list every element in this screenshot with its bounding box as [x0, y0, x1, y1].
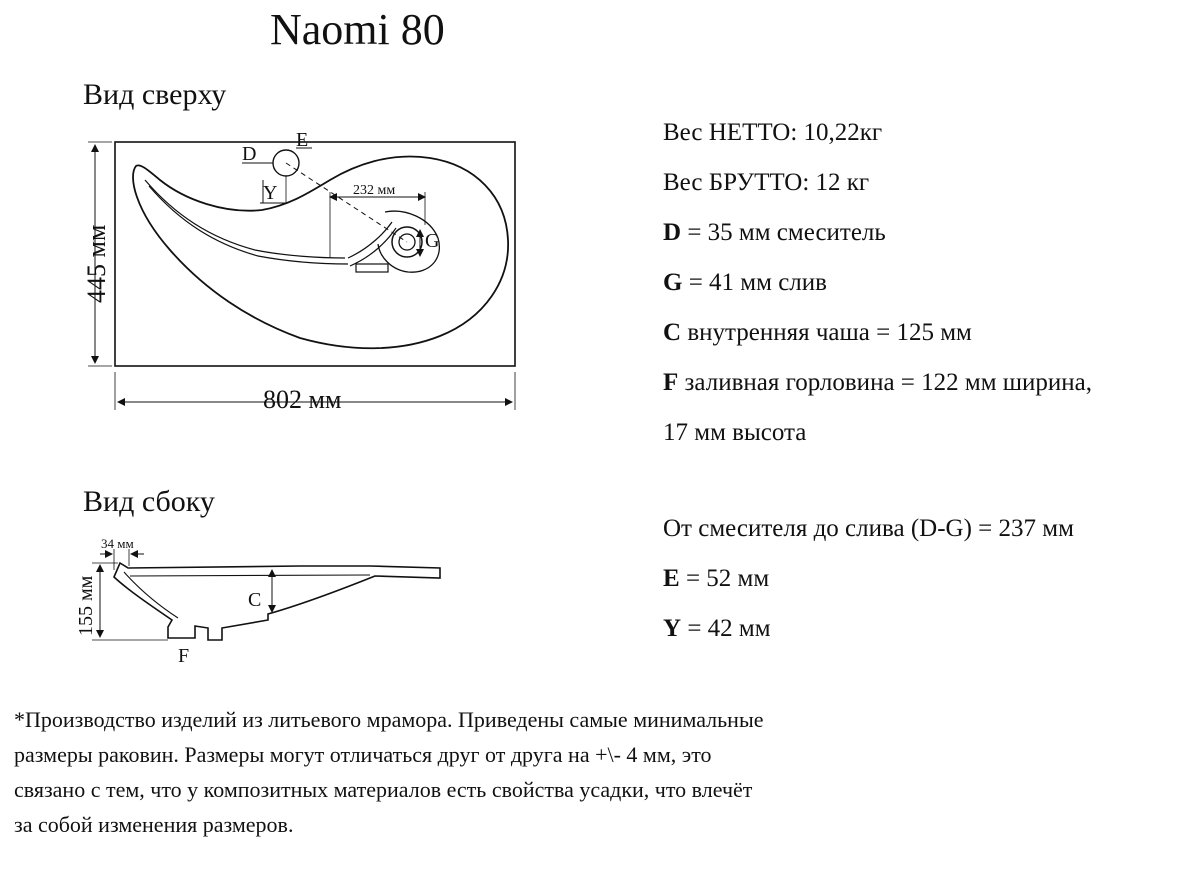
sink-profile — [114, 563, 440, 640]
width-label: 802 мм — [263, 385, 342, 414]
spec-c: C внутренняя чаша = 125 мм — [663, 319, 972, 346]
label-g: G — [425, 230, 440, 252]
label-f: F — [178, 645, 190, 667]
spec-f: F заливная горловина = 122 мм ширина, — [663, 369, 1093, 396]
spec-e: E = 52 мм — [663, 565, 770, 592]
overflow-slot — [356, 264, 388, 272]
rim-label: 34 мм — [101, 536, 134, 551]
label-c: C — [248, 589, 262, 611]
production-note: *Производство изделий из литьевого мрамора. Приведены самые минимальные размеры раковин. Размеры могут отличаться друг от друга на +\- 4 мм, это связано с тем, что у композитных материалов есть свойства усадки, что влечёт за собой изменения размеров. — [14, 707, 764, 837]
spec-d: D = 35 мм смеситель — [663, 219, 886, 246]
spec-net-weight: Вес НЕТТО: 10,22кг — [663, 119, 883, 146]
top-view-drawing — [88, 142, 515, 410]
spec-y: Y = 42 мм — [663, 615, 771, 642]
page-title: Naomi 80 — [270, 5, 445, 54]
label-d: D — [242, 143, 257, 165]
side-view-heading: Вид сбоку — [83, 485, 215, 518]
spec-f-height: 17 мм высота — [663, 419, 807, 446]
spec-d-g: От смесителя до слива (D-G) = 237 мм — [663, 515, 1074, 542]
label-y: Y — [263, 182, 278, 204]
depth-label: 445 мм — [82, 224, 111, 303]
label-e: E — [296, 129, 309, 151]
side-view-drawing — [92, 549, 440, 640]
sink-outline — [115, 142, 515, 366]
inner-dimension-label: 232 мм — [353, 183, 396, 198]
spec-g: G = 41 мм слив — [663, 269, 827, 296]
inner-channel — [145, 180, 345, 258]
basin-outline — [133, 157, 508, 349]
top-view-heading: Вид сверху — [83, 78, 227, 111]
height-label: 155 мм — [75, 575, 97, 636]
spec-gross-weight: Вес БРУТТО: 12 кг — [663, 169, 870, 196]
